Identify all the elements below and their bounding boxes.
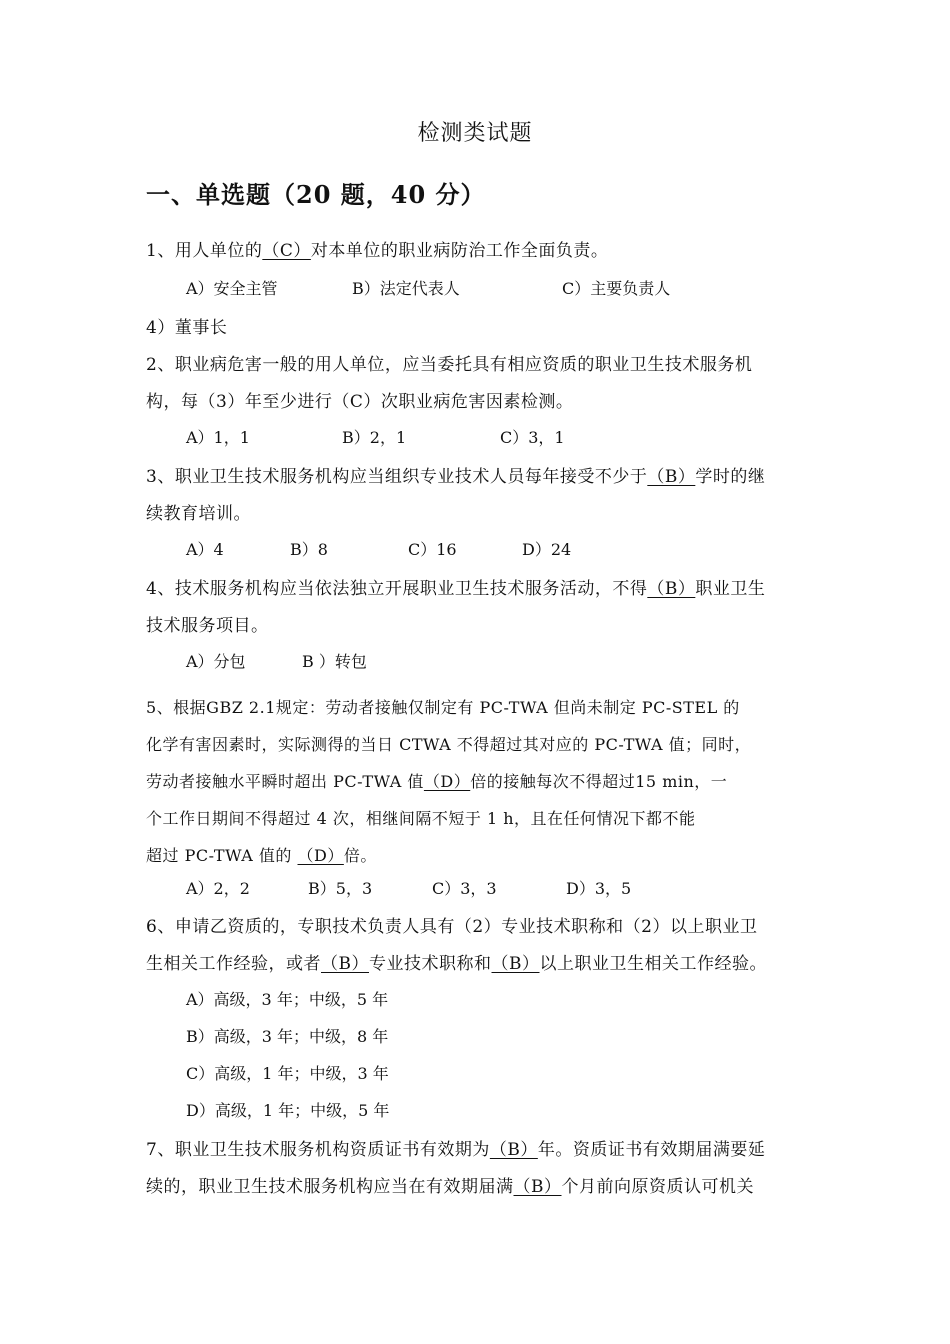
question-5-line-5: 超过 PC-TWA 值的 （D）倍。 <box>146 846 377 865</box>
answer-blank: （D） <box>423 772 471 791</box>
question-4-line-2: 技术服务项目。 <box>146 616 269 636</box>
option-a: A）分包 <box>186 652 246 671</box>
option-d: D）24 <box>522 540 572 559</box>
question-7-line-2: 续的，职业卫生技术服务机构应当在有效期届满（B）个月前向原资质认可机关 <box>146 1177 754 1197</box>
question-6-line-2: 生相关工作经验，或者（B）专业技术职称和（B）以上职业卫生相关工作经验。 <box>146 954 767 974</box>
question-6-line-1: 6、申请乙资质的，专职技术负责人具有（2）专业技术职称和（2）以上职业卫 <box>146 917 758 937</box>
answer-blank: （C） <box>262 241 311 261</box>
question-5-line-4: 个工作日期间不得超过 4 次，相继间隔不短于 1 h，且在任何情况下都不能 <box>146 809 696 828</box>
option-c: C）3，1 <box>500 428 565 447</box>
option-b: B）8 <box>290 540 328 559</box>
option-c: C）16 <box>408 540 457 559</box>
answer-blank: （B） <box>647 579 696 599</box>
option-a: A）2，2 <box>186 879 250 898</box>
option-b: B）高级，3 年；中级，8 年 <box>186 1027 389 1046</box>
answer-blank: （D） <box>297 846 344 865</box>
answer-blank: （B） <box>513 1177 562 1197</box>
answer-blank: （B） <box>647 467 696 487</box>
question-3-line-2: 续教育培训。 <box>146 504 251 524</box>
option-b: B ）转包 <box>302 652 367 671</box>
section-heading: 一、单选题（20 题，40 分） <box>146 180 486 209</box>
question-1: 1、用人单位的（C）对本单位的职业病防治工作全面负责。 <box>146 241 609 261</box>
option-b: B）法定代表人 <box>352 279 460 298</box>
question-3-line-1: 3、职业卫生技术服务机构应当组织专业技术人员每年接受不少于（B）学时的继 <box>146 467 766 487</box>
question-5-line-2: 化学有害因素时，实际测得的当日 CTWA 不得超过其对应的 PC-TWA 值；同时， <box>146 735 752 754</box>
option-c: C）主要负责人 <box>562 279 671 298</box>
option-d: 4）董事长 <box>146 318 228 338</box>
option-d: D）高级，1 年；中级，5 年 <box>186 1101 390 1120</box>
question-5-line-1: 5、根据GBZ 2.1规定：劳动者接触仅制定有 PC-TWA 但尚未制定 PC-STEL 的 <box>146 698 740 717</box>
answer-blank: （B） <box>321 954 369 974</box>
option-c: C）高级，1 年；中级，3 年 <box>186 1064 389 1083</box>
answer-blank: （B） <box>491 954 540 974</box>
option-b: B）2，1 <box>342 428 407 447</box>
question-2-line-1: 2、职业病危害一般的用人单位，应当委托具有相应资质的职业卫生技术服务机 <box>146 355 753 375</box>
option-c: C）3，3 <box>432 879 497 898</box>
option-a: A）安全主管 <box>186 279 278 298</box>
question-7-line-1: 7、职业卫生技术服务机构资质证书有效期为（B）年。资质证书有效期届满要延 <box>146 1140 766 1160</box>
option-a: A）1，1 <box>186 428 250 447</box>
question-4-line-1: 4、技术服务机构应当依法独立开展职业卫生技术服务活动，不得（B）职业卫生 <box>146 579 766 599</box>
option-d: D）3，5 <box>566 879 632 898</box>
question-2-line-2: 构，每（3）年至少进行（C）次职业病危害因素检测。 <box>146 392 574 412</box>
document-title: 检测类试题 <box>417 121 533 146</box>
option-a: A）4 <box>186 540 224 559</box>
option-b: B）5，3 <box>308 879 373 898</box>
question-5-line-3: 劳动者接触水平瞬时超出 PC-TWA 值（D）倍的接触每次不得超过15 min，一 <box>146 772 728 791</box>
answer-blank: （B） <box>489 1140 538 1160</box>
option-a: A）高级，3 年；中级，5 年 <box>186 990 389 1009</box>
